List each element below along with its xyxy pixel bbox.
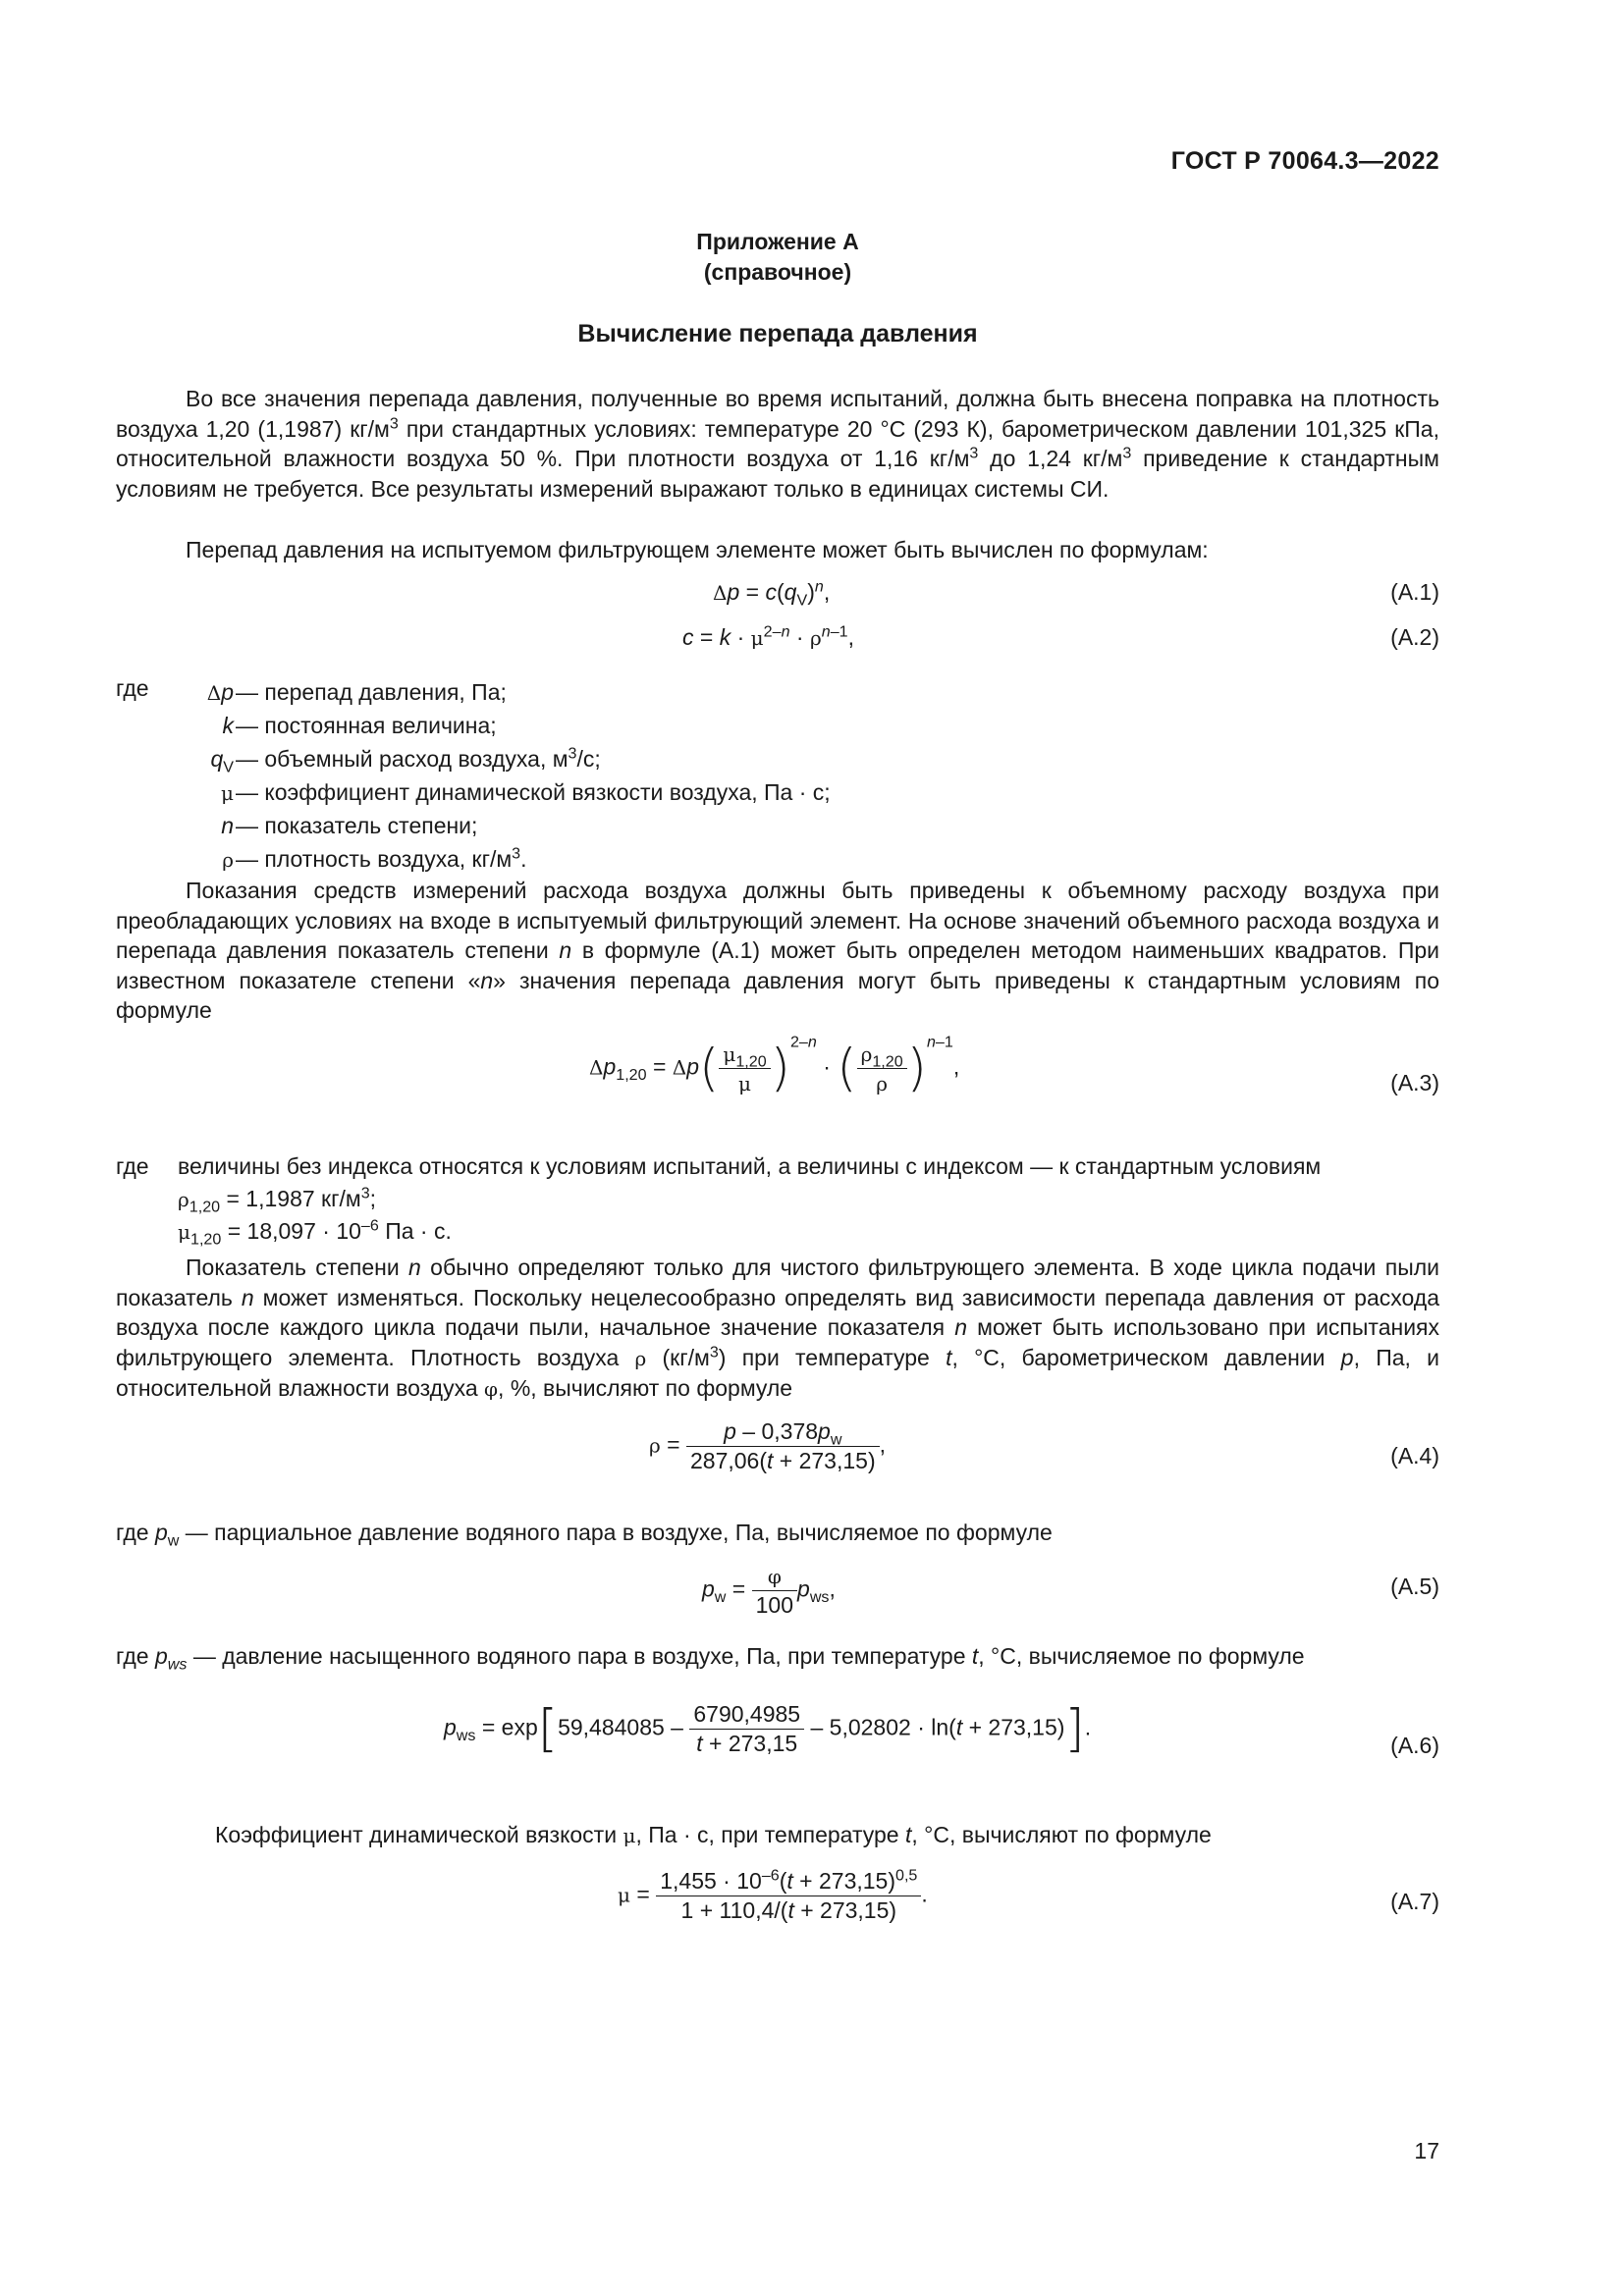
definition-text: — коэффициент динамической вязкости воздуха, Па · с; bbox=[236, 779, 831, 805]
p5-text: может изменяться. Поскольку нецелесообразно определять вид зависимости перепада давления от расхода воздуха после каждого цикла подачи пыли, начальное значение показателя bbox=[116, 1284, 1440, 1340]
equation-a7 bbox=[116, 1868, 1439, 1937]
paragraph-saturation-pressure: где $p_{ws}$ — давление насыщенного водяного пара в воздухе, Па, при температуре t, °С, вычисляемое по формуле bbox=[116, 1643, 1305, 1674]
definition-item bbox=[116, 709, 1439, 742]
p5-text: ) при температуре bbox=[718, 1344, 947, 1370]
p8-text: , °С, вычисляют по формуле bbox=[911, 1822, 1212, 1847]
formula-a4: ρ = $\frac{p - 0,378p_w}{287,06(t + 273,15)}$ , bbox=[649, 1418, 886, 1473]
p6-text: — парциальное давление водяного пара в воздухе, Па, вычисляемое по формуле bbox=[179, 1520, 1053, 1545]
definition-item bbox=[116, 775, 1439, 809]
equation-a3 bbox=[116, 1033, 1439, 1129]
mu-value-text: = 18,097 · 10 bbox=[221, 1218, 361, 1244]
rho-standard-value: $\rho_{1,20} = 1,1987$ $кг/м^3$; bbox=[178, 1184, 377, 1216]
p7-text: , °С, вычисляемое по формуле bbox=[978, 1643, 1305, 1669]
p1-text-d: приведение к стандартным условиям не требуется. Все результаты измерений выражают только в единицах системы СИ. bbox=[116, 446, 1439, 502]
formula-a1: $\Delta p = c(q_V)^n$, bbox=[713, 577, 831, 610]
mu-standard-value: $\mu_{1,20} = 18,097 \cdot 10^{-6}$ Па · с. bbox=[178, 1216, 452, 1249]
equation-number: (А.6) bbox=[1390, 1733, 1439, 1758]
definition-item bbox=[116, 742, 1439, 775]
paragraph-viscosity: Коэффициент динамической вязкости μ, Па · с, при температуре t, °С, вычисляют по формуле bbox=[215, 1822, 1212, 1847]
paragraph-index-conventions: величины без индекса относятся к условиям испытаний, а величины с индексом — к стандартным условиям bbox=[178, 1153, 1322, 1179]
page-number: 17 bbox=[1414, 2138, 1439, 2163]
definition-item bbox=[116, 675, 1439, 709]
definition-item bbox=[116, 809, 1439, 842]
section-title: Вычисление перепада давления bbox=[577, 320, 978, 347]
paragraph-partial-pressure: где $p_w$ — парциальное давление водяного пара в воздухе, Па, вычисляемое по формуле bbox=[116, 1520, 1053, 1550]
definition-symbol: ρ bbox=[222, 848, 234, 872]
p5-text: обычно определяют только для чистого фильтрующего элемента. В ходе цикла подачи пыли показатель bbox=[116, 1255, 1439, 1310]
p1-sup: 3 bbox=[1122, 444, 1132, 462]
p3-text-a: Показания средств измерений расхода воздуха должны быть приведены к объемному расходу воздуха при преобладающих условиях на входе в испытуемый фильтрующий элемент. На основе значений объемного расхода воздуха и перепада давления показатель степени bbox=[116, 878, 1439, 963]
equation-a4 bbox=[116, 1418, 1439, 1487]
paragraph-density-correction bbox=[116, 384, 1439, 504]
rho-sup: 3 bbox=[360, 1184, 370, 1202]
formula-a5: $p_w$ = $\frac{\varphi}{100}$ $p_{ws}$, bbox=[702, 1565, 836, 1618]
equation-number: (А.1) bbox=[1390, 579, 1439, 605]
definition-symbol: n bbox=[221, 813, 234, 838]
definition-text-main: — объемный расход воздуха, м bbox=[236, 746, 568, 772]
p3-text-c: » значения перепада давления могут быть приведены к стандартным условиям по формуле bbox=[116, 967, 1439, 1023]
paragraph-exponent-density: Показатель степени n обычно определяют только для чистого фильтрующего элемента. В ходе цикла подачи пыли показатель n может изменяться. Поскольку нецелесообразно определять вид зависимости перепада давления от расхода воздуха после каждого цикла подачи пыли, начальное значение показателя n может быть использовано при испытаниях фильтрующего элемента. Плотность воздуха ρ $(кг/м^3)$ при температуре t, °С, барометрическом давлении p, Па, и относительной влажности воздуха φ, %, вычисляют по формуле bbox=[116, 1255, 1440, 1401]
definition-symbol: Δp bbox=[206, 679, 234, 705]
formula-a6: $p_{ws} = \exp[59,484085$ – $\frac{6790,4985}{t + 273,15}$ – 5,02802 · ln(t + 273,15)]. bbox=[444, 1699, 1092, 1759]
where-label: где bbox=[116, 1153, 149, 1179]
equation-a1 bbox=[116, 579, 1439, 613]
definitions-list bbox=[116, 675, 1439, 876]
p1-sup: 3 bbox=[969, 444, 979, 462]
annex-type: (справочное) bbox=[703, 259, 852, 285]
definition-text bbox=[236, 842, 527, 876]
definition-symbol: μ bbox=[221, 781, 234, 805]
p1-text-a: Во все значения перепада давления, полученные во время испытаний, должна быть внесена поправка на плотность воздуха 1,20 (1,1987) кг/м bbox=[116, 386, 1439, 442]
p5-text: Показатель степени bbox=[186, 1255, 409, 1280]
paragraph-formulas-intro: Перепад давления на испытуемом фильтрующем элементе может быть вычислен по формулам: bbox=[186, 537, 1209, 562]
equation-a6 bbox=[116, 1701, 1439, 1780]
p3-text-b: в формуле (А.1) может быть определен методом наименьших квадратов. При известном показателе степени « bbox=[116, 937, 1440, 993]
formula-a7: μ = $\frac{1,455 \cdot 10^{-6}(t + 273,15)^{0,5}}{1 + 110,4/(t + 273,15)}$ . bbox=[618, 1866, 928, 1923]
equation-a2 bbox=[116, 624, 1439, 658]
p7-text: где bbox=[116, 1643, 155, 1669]
rho-tail: ; bbox=[369, 1186, 377, 1211]
p1-text-c: до 1,24 кг/м bbox=[978, 446, 1123, 471]
p5-text: , Па, и относительной влажности воздуха bbox=[116, 1344, 1440, 1401]
p8-text: Коэффициент динамической вязкости bbox=[215, 1822, 623, 1847]
p5-text: (кг/м bbox=[646, 1344, 710, 1370]
definition-symbol: $q_V$ bbox=[210, 746, 234, 776]
equation-number: (А.2) bbox=[1390, 624, 1439, 650]
p8-text: , Па · с, при температуре bbox=[635, 1822, 905, 1847]
definition-symbol: k bbox=[222, 713, 234, 738]
mu-sup: –6 bbox=[360, 1216, 379, 1235]
mu-tail: Па · с. bbox=[378, 1218, 452, 1244]
p5-sup: 3 bbox=[709, 1342, 719, 1361]
definition-item bbox=[116, 842, 1439, 876]
formula-a2: $c = k \cdot \mu^{2-n} \cdot \rho^{n-1}$, bbox=[682, 622, 854, 650]
rho-value-text: = 1,1987 кг/м bbox=[220, 1186, 361, 1211]
where-label: где bbox=[116, 675, 149, 701]
p6-text: где bbox=[116, 1520, 155, 1545]
definition-text bbox=[236, 742, 601, 775]
p5-text: , %, вычисляют по формуле bbox=[498, 1375, 793, 1401]
paragraph-flow-readings: Показания средств измерений расхода воздуха должны быть приведены к объемному расходу воздуха при преобладающих условиях на входе в испытуемый фильтрующий элемент. На основе значений объемного расхода воздуха и перепада давления показатель степени n в формуле (А.1) может быть определен методом наименьших квадратов. При известном показателе степени «n» значения перепада давления могут быть приведены к стандартным условиям по формуле bbox=[116, 878, 1440, 1023]
p1-sup: 3 bbox=[389, 413, 399, 432]
definition-tail: . bbox=[520, 846, 527, 872]
equation-number: (А.7) bbox=[1390, 1889, 1439, 1914]
definition-text: — показатель степени; bbox=[236, 813, 478, 838]
formula-a3: $\Delta p_{1,20} = \Delta p$( $\frac{\mu_{1,20}}{\mu}$ )$^{2-n}$ · ( $\frac{\rho_{1,20}}{\rho}$ )$^{n-1}$, bbox=[589, 1033, 960, 1098]
definition-text: — перепад давления, Па; bbox=[236, 679, 507, 705]
equation-number: (А.5) bbox=[1390, 1574, 1439, 1599]
annex-title bbox=[116, 227, 1439, 288]
definition-text-main: — плотность воздуха, кг/м bbox=[236, 846, 513, 872]
document-id: ГОСТ Р 70064.3—2022 bbox=[1170, 147, 1439, 175]
definition-sup: 3 bbox=[568, 744, 577, 763]
annex-label: Приложение А bbox=[696, 229, 859, 254]
p5-text: , °С, барометрическом давлении bbox=[951, 1344, 1341, 1370]
definition-text: — постоянная величина; bbox=[236, 713, 497, 738]
p7-text: — давление насыщенного водяного пара в воздухе, Па, при температуре bbox=[187, 1643, 972, 1669]
definition-sup: 3 bbox=[512, 844, 521, 863]
p1-text-b: при стандартных условиях: температуре 20 °С (293 К), барометрическом давлении 101,325 кПа, относительной влажности воздуха 50 %. При плотности воздуха от 1,16 кг/м bbox=[116, 415, 1439, 471]
definition-tail: /с; bbox=[576, 746, 601, 772]
equation-number: (А.3) bbox=[1390, 1070, 1439, 1095]
equation-a5 bbox=[116, 1563, 1439, 1631]
p5-text: может быть использовано при испытаниях фильтрующего элемента. Плотность воздуха bbox=[116, 1314, 1439, 1370]
equation-number: (А.4) bbox=[1390, 1443, 1439, 1468]
